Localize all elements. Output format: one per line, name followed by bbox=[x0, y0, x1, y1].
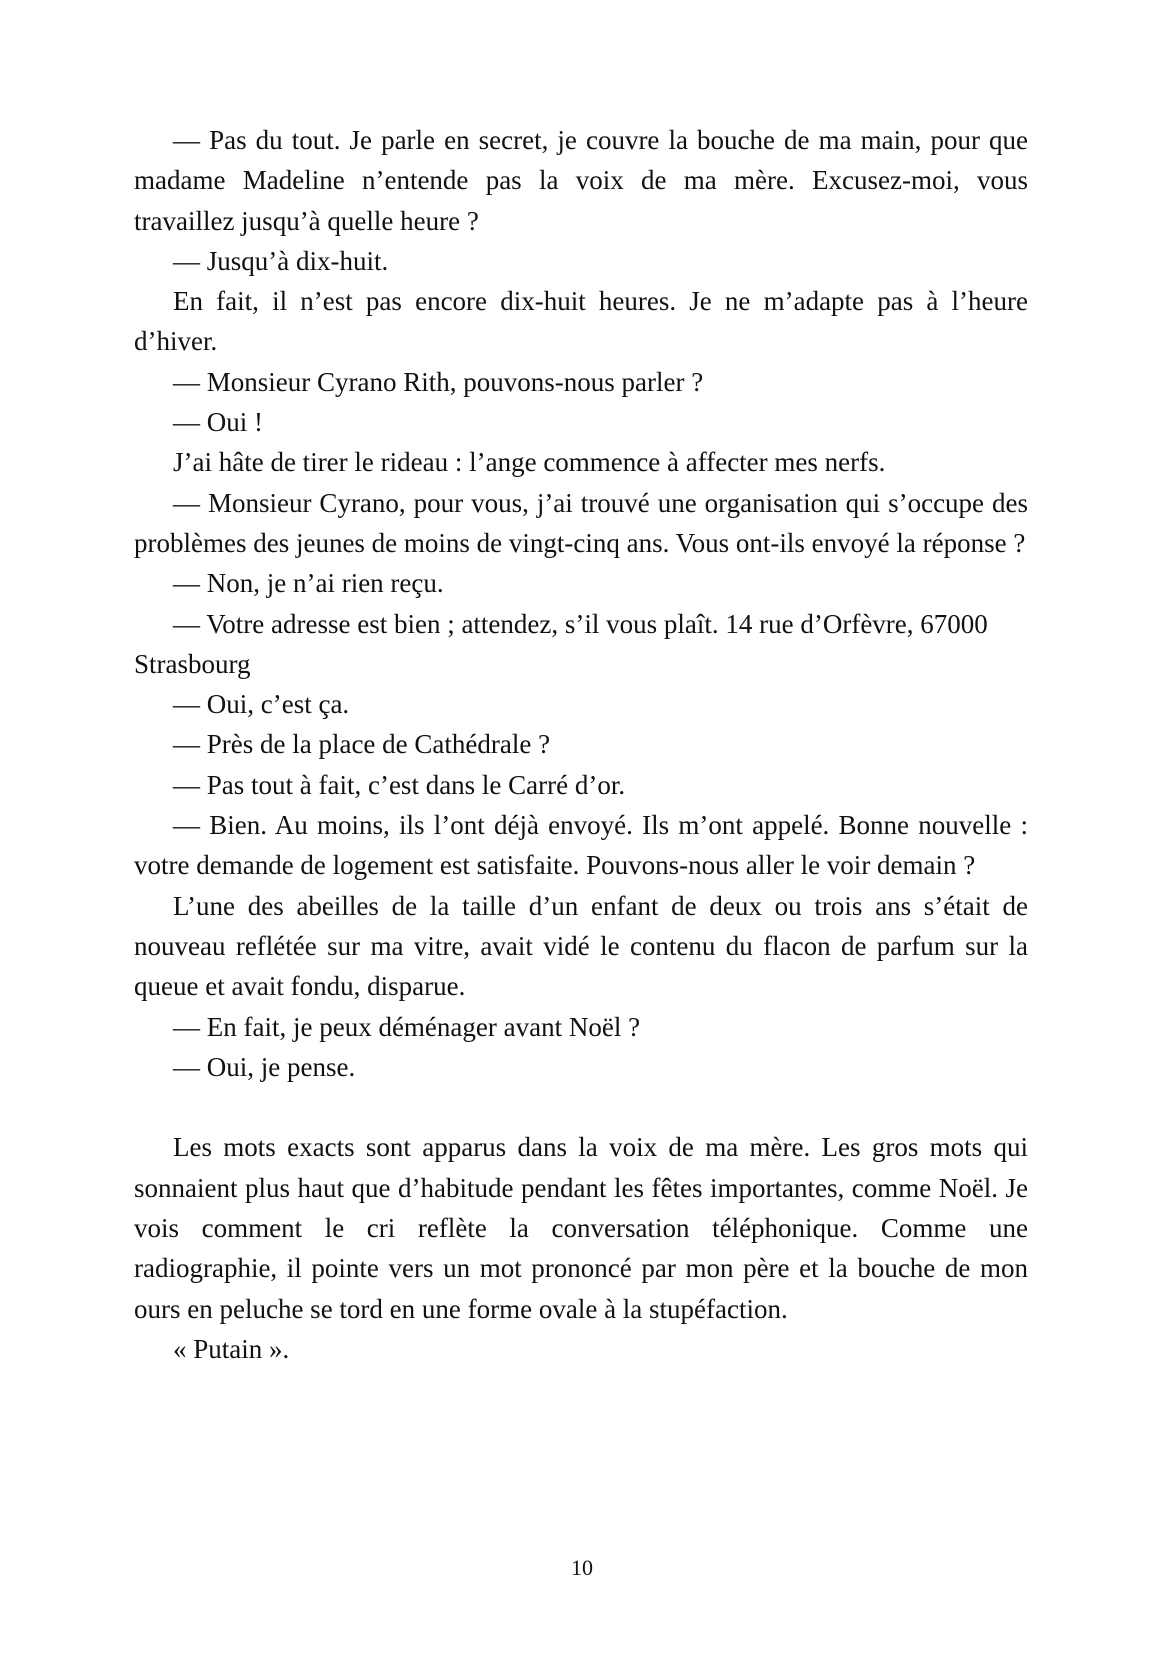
paragraph: — Jusqu’à dix-huit. bbox=[173, 245, 389, 276]
paragraph: — Pas tout à fait, c’est dans le Carré d’or. bbox=[173, 769, 626, 800]
paragraph: — Non, je n’ai rien reçu. bbox=[173, 568, 444, 599]
paragraph: « Putain ». bbox=[173, 1333, 290, 1364]
paragraph: — Bien. Au moins, ils l’ont déjà envoyé. Ils m’ont appelé. Bonne nouvelle : votre demande de logement est satisfaite. Pouvons-nous aller le voir demain ? bbox=[134, 810, 1028, 881]
paragraph: J’ai hâte de tirer le rideau : l’ange commence à affecter mes nerfs. bbox=[173, 447, 886, 478]
paragraph: — Votre adresse est bien ; attendez, s’il vous plaît. 14 rue d’Orfèvre, 67000 Strasbourg bbox=[134, 608, 988, 679]
paragraph: — Oui, c’est ça. bbox=[173, 689, 350, 720]
body-text bbox=[134, 120, 1028, 1369]
paragraph: — Près de la place de Cathédrale ? bbox=[173, 729, 551, 760]
paragraph: — Pas du tout. Je parle en secret, je couvre la bouche de ma main, pour que madame Madeline n’entende pas la voix de ma mère. Excusez-moi, vous travaillez jusqu’à quelle heure ? bbox=[134, 125, 1028, 236]
paragraph: — En fait, je peux déménager avant Noël ? bbox=[173, 1011, 641, 1042]
paragraph: — Monsieur Cyrano Rith, pouvons-nous parler ? bbox=[173, 366, 704, 397]
paragraph: Les mots exacts sont apparus dans la voix de ma mère. Les gros mots qui sonnaient plus haut que d’habitude pendant les fêtes importantes, comme Noël. Je vois comment le cri reflète la conversation téléphonique. Comme une radiographie, il pointe vers un mot prononcé par mon père et la bouche de mon ours en peluche se tord en une forme ovale à la stupéfaction. bbox=[134, 1132, 1028, 1324]
paragraph: — Oui, je pense. bbox=[173, 1051, 356, 1082]
section-break bbox=[134, 1087, 1028, 1127]
page-number: 10 bbox=[571, 1555, 593, 1580]
paragraph: En fait, il n’est pas encore dix-huit heures. Je ne m’adapte pas à l’heure d’hiver. bbox=[134, 286, 1028, 357]
paragraph: L’une des abeilles de la taille d’un enfant de deux ou trois ans s’était de nouveau reflétée sur ma vitre, avait vidé le contenu du flacon de parfum sur la queue et avait fondu, disparue. bbox=[134, 890, 1028, 1002]
paragraph: — Monsieur Cyrano, pour vous, j’ai trouvé une organisation qui s’occupe des problèmes des jeunes de moins de vingt-cinq ans. Vous ont-ils envoyé la réponse ? bbox=[134, 487, 1028, 558]
paragraph: — Oui ! bbox=[173, 407, 263, 438]
